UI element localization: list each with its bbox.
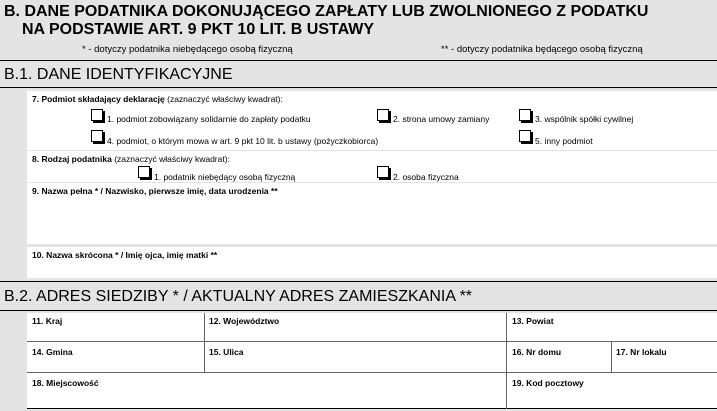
- section-b-title: B. DANE PODATNIKA DOKONUJĄCEGO ZAPŁATY LUB ZWOLNIONEGO Z PODATKU: [4, 3, 649, 20]
- section-b1-title: B.1. DANE IDENTYFIKACYJNE: [4, 66, 233, 83]
- grid-row-line: [27, 341, 717, 342]
- section-b-subtitle: NA PODSTAWIE ART. 9 PKT 10 LIT. B USTAWY: [22, 21, 375, 38]
- section-b2-title: B.2. ADRES SIEDZIBY * / AKTUALNY ADRES ZAMIESZKANIA **: [4, 288, 473, 305]
- field-11-country[interactable]: 11. Kraj: [32, 316, 63, 326]
- option-8-1-label: 1. podatnik niebędący osobą fizyczną: [154, 172, 296, 182]
- note-natural-person: ** - dotyczy podatnika będącego osobą fizyczną: [441, 44, 643, 55]
- field-13-county[interactable]: 13. Powiat: [512, 316, 554, 326]
- field-9-input[interactable]: [27, 183, 717, 244]
- field-8-box: [27, 151, 717, 182]
- grid-col-line: [611, 341, 612, 372]
- divider: [0, 310, 717, 311]
- grid-col-line: [506, 313, 507, 409]
- field-9-label: 9. Nazwa pełna * / Nazwisko, pierwsze imię, data urodzenia **: [32, 186, 278, 196]
- checkbox-7-2[interactable]: [377, 109, 389, 121]
- field-16-house-number[interactable]: 16. Nr domu: [512, 347, 562, 357]
- field-7-label: 7. Podmiot składający deklarację (zaznaczyć właściwy kwadrat):: [32, 94, 283, 104]
- field-19-postal-code[interactable]: 19. Kod pocztowy: [512, 378, 584, 388]
- option-7-1-label: 1. podmiot zobowiązany solidarnie do zapłaty podatku: [107, 114, 311, 124]
- field-15-street[interactable]: 15. Ulica: [209, 347, 244, 357]
- option-7-3-label: 3. wspólnik spółki cywilnej: [535, 114, 634, 124]
- checkbox-7-3[interactable]: [519, 109, 531, 121]
- checkbox-7-5[interactable]: [519, 130, 531, 142]
- option-7-5-label: 5. inny podmiot: [535, 136, 593, 146]
- field-7-box: [27, 91, 717, 150]
- note-legal-entity: * - dotyczy podatnika niebędącego osobą fizyczną: [82, 44, 293, 55]
- grid-row-line: [27, 372, 717, 373]
- checkbox-8-2[interactable]: [377, 166, 389, 178]
- checkbox-7-4[interactable]: [91, 130, 103, 142]
- field-12-voivodeship[interactable]: 12. Województwo: [209, 316, 280, 326]
- checkbox-7-1[interactable]: [91, 109, 103, 121]
- field-18-city[interactable]: 18. Miejscowość: [32, 378, 99, 388]
- checkbox-8-1[interactable]: [138, 166, 150, 178]
- field-10-input[interactable]: [27, 247, 717, 278]
- grid-row-line: [27, 408, 717, 409]
- grid-col-line: [204, 313, 205, 372]
- divider: [0, 60, 717, 61]
- option-7-4-label: 4. podmiot, o którym mowa w art. 9 pkt 10 lit. b ustawy (pożyczkobiorca): [107, 136, 379, 146]
- address-grid: [27, 313, 717, 409]
- field-14-commune[interactable]: 14. Gmina: [32, 347, 73, 357]
- divider: [0, 87, 717, 88]
- field-10-label: 10. Nazwa skrócona * / Imię ojca, imię matki **: [32, 250, 218, 260]
- option-8-2-label: 2. osoba fizyczna: [393, 172, 459, 182]
- divider: [0, 281, 717, 282]
- option-7-2-label: 2. strona umowy zamiany: [393, 114, 490, 124]
- field-17-apartment-number[interactable]: 17. Nr lokalu: [616, 347, 667, 357]
- field-8-label: 8. Rodzaj podatnika (zaznaczyć właściwy kwadrat):: [32, 154, 230, 164]
